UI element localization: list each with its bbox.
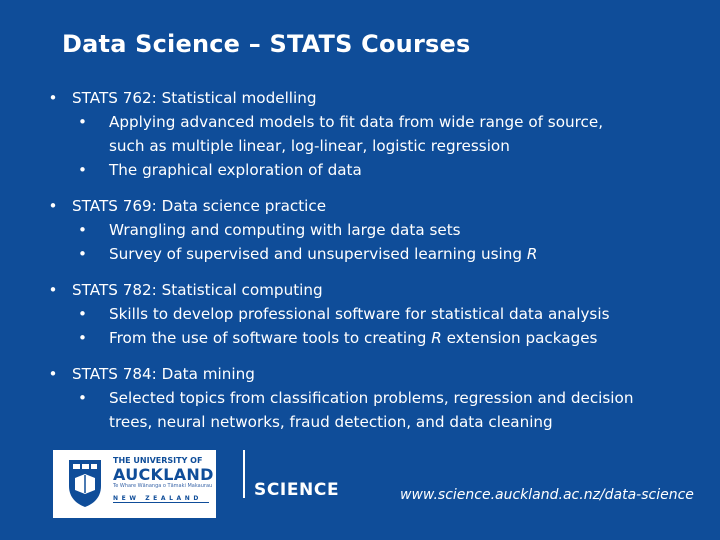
course-detail bbox=[34, 110, 694, 134]
course-item bbox=[34, 278, 694, 350]
bullet: • bbox=[78, 329, 87, 347]
course-detail-text: Selected topics from classification problems, regression and decision bbox=[109, 389, 634, 407]
course-detail-text: The graphical exploration of data bbox=[109, 161, 362, 179]
course-detail bbox=[34, 158, 694, 182]
bullet: • bbox=[78, 113, 87, 131]
course-label: STATS 769: Data science practice bbox=[72, 197, 327, 215]
course-list bbox=[34, 86, 694, 446]
logo-line2: AUCKLAND bbox=[113, 465, 214, 484]
university-logo bbox=[53, 450, 216, 518]
course-detail bbox=[34, 386, 694, 410]
bullet: • bbox=[48, 89, 58, 107]
course-item bbox=[34, 362, 694, 434]
website-url[interactable]: www.science.auckland.ac.nz/data-science bbox=[400, 487, 694, 503]
course-detail-continuation: trees, neural networks, fraud detection, and data cleaning bbox=[109, 413, 553, 431]
bullet: • bbox=[48, 197, 58, 215]
logo-rule bbox=[113, 502, 209, 503]
faculty-label: SCIENCE bbox=[254, 480, 340, 500]
bullet: • bbox=[78, 389, 87, 407]
slide-title: Data Science – STATS Courses bbox=[62, 30, 471, 58]
course-detail-text: Survey of supervised and unsupervised learning using bbox=[109, 245, 527, 263]
course-detail bbox=[34, 302, 694, 326]
course-detail-text: Wrangling and computing with large data sets bbox=[109, 221, 461, 239]
course-item bbox=[34, 194, 694, 266]
course-detail-text: Skills to develop professional software for statistical data analysis bbox=[109, 305, 610, 323]
footer bbox=[0, 440, 720, 540]
r-language-name: R bbox=[526, 245, 538, 263]
bullet: • bbox=[78, 161, 87, 179]
course-item bbox=[34, 86, 694, 182]
course-detail bbox=[34, 218, 694, 242]
university-crest-icon bbox=[67, 458, 103, 508]
course-heading bbox=[34, 86, 694, 110]
bullet: • bbox=[78, 245, 87, 263]
course-heading bbox=[34, 278, 694, 302]
footer-divider bbox=[243, 450, 245, 498]
course-label: STATS 782: Statistical computing bbox=[72, 281, 323, 299]
logo-wordmark bbox=[113, 456, 214, 504]
bullet: • bbox=[78, 305, 87, 323]
logo-tagline: Te Whare Wānanga o Tāmaki Makaurau bbox=[113, 483, 213, 489]
course-heading bbox=[34, 194, 694, 218]
course-label: STATS 762: Statistical modelling bbox=[72, 89, 317, 107]
logo-line1: THE UNIVERSITY OF bbox=[113, 456, 203, 465]
course-label: STATS 784: Data mining bbox=[72, 365, 255, 383]
bullet: • bbox=[48, 281, 58, 299]
course-detail bbox=[34, 242, 694, 266]
course-detail-text: From the use of software tools to creating bbox=[109, 329, 432, 347]
course-heading bbox=[34, 362, 694, 386]
course-detail-text-after: extension packages bbox=[441, 329, 598, 347]
course-detail-continuation: such as multiple linear, log-linear, logistic regression bbox=[109, 137, 510, 155]
r-language-name: R bbox=[431, 329, 442, 347]
bullet: • bbox=[48, 365, 58, 383]
bullet: • bbox=[78, 221, 87, 239]
course-detail-text: Applying advanced models to fit data from wide range of source, bbox=[109, 113, 604, 131]
logo-country: NEW ZEALAND bbox=[113, 495, 202, 502]
course-detail bbox=[34, 326, 694, 350]
